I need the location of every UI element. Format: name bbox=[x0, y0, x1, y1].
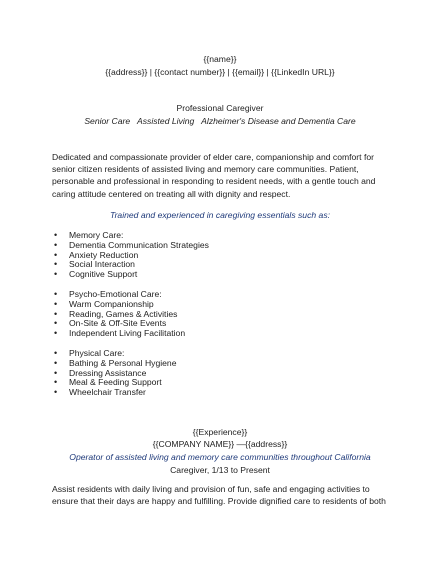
list-item: • Wheelchair Transfer bbox=[52, 388, 177, 398]
list-item: • Bathing & Personal Hygiene bbox=[52, 359, 177, 369]
list-item: • Anxiety Reduction bbox=[52, 251, 209, 261]
list-item: • Independent Living Facilitation bbox=[52, 329, 185, 339]
list-item: • Social Interaction bbox=[52, 260, 209, 270]
company-line: {{COMPANY NAME}} —{{address}} bbox=[152, 439, 288, 449]
summary-paragraph: Dedicated and compassionate provider of elder care, companionship and comfort for senior citizen residents of assisted living and memory care communities. Patient, personable and professional in responding to resident needs, with a gentle touch and caring attitude centered on treating all with dignity and respect. bbox=[52, 152, 376, 199]
job-title: Professional Caregiver bbox=[176, 103, 264, 113]
list-item: • Dressing Assistance bbox=[52, 369, 177, 379]
list-item: • Dementia Communication Strategies bbox=[52, 241, 209, 251]
duties-paragraph: Assist residents with daily living and provision of fun, safe and engaging activities to ensure that their days are happy and fulfilling. Provide dignified care to residents of both bbox=[52, 484, 386, 507]
skills-group-emotional bbox=[52, 290, 185, 339]
list-item: • Memory Care: bbox=[52, 231, 209, 241]
list-item: • Psycho-Emotional Care: bbox=[52, 290, 185, 300]
list-item: • Reading, Games & Activities bbox=[52, 310, 185, 320]
company-description: Operator of assisted living and memory care communities throughout California bbox=[69, 452, 371, 462]
specialties-line: Senior Care Assisted Living Alzheimer's Disease and Dementia Care bbox=[84, 116, 356, 126]
skills-group-memory bbox=[52, 231, 209, 280]
experience-heading: {{Experience}} bbox=[192, 427, 248, 437]
list-item: • Cognitive Support bbox=[52, 270, 209, 280]
position-line: Caregiver, 1/13 to Present bbox=[170, 465, 270, 475]
trained-heading: Trained and experienced in caregiving essentials such as: bbox=[109, 210, 331, 220]
list-item: • Physical Care: bbox=[52, 349, 177, 359]
name-placeholder: {{name}} bbox=[203, 54, 237, 64]
list-item: • Meal & Feeding Support bbox=[52, 378, 177, 388]
contact-line: {{address}} | {{contact number}} | {{email}} | {{LinkedIn URL}} bbox=[105, 67, 335, 77]
skills-group-physical bbox=[52, 349, 177, 398]
list-item: • Warm Companionship bbox=[52, 300, 185, 310]
list-item: • On-Site & Off-Site Events bbox=[52, 319, 185, 329]
